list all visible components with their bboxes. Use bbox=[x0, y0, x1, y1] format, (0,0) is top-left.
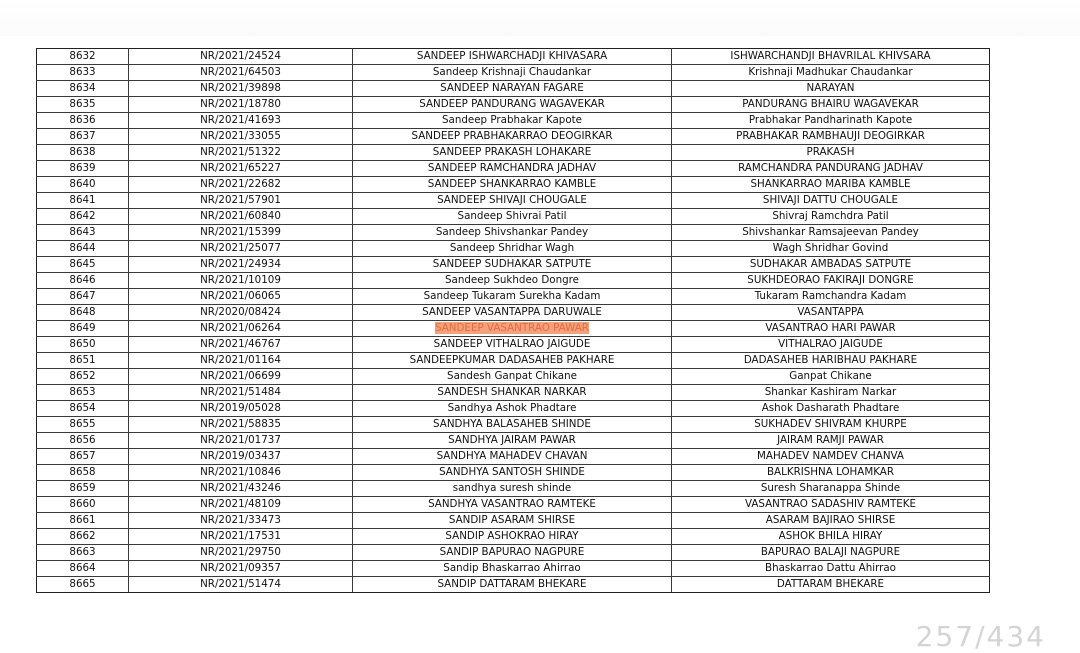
candidate-name-cell: SANDEEP VITHALRAO JAIGUDE bbox=[353, 337, 672, 353]
table-row bbox=[37, 97, 990, 113]
father-name-cell: Krishnaji Madhukar Chaudankar bbox=[672, 65, 990, 81]
registration-number-cell: NR/2021/51474 bbox=[129, 577, 353, 593]
candidate-name-cell: SANDEEP ISHWARCHADJI KHIVASARA bbox=[353, 49, 672, 65]
serial-number-cell: 8640 bbox=[37, 177, 129, 193]
father-name-cell: JAIRAM RAMJI PAWAR bbox=[672, 433, 990, 449]
table-row bbox=[37, 481, 990, 497]
father-name-cell: Shivraj Ramchdra Patil bbox=[672, 209, 990, 225]
table-row bbox=[37, 513, 990, 529]
serial-number-cell: 8653 bbox=[37, 385, 129, 401]
candidate-name-cell: Sandeep Shivshankar Pandey bbox=[353, 225, 672, 241]
registration-number-cell: NR/2021/06264 bbox=[129, 321, 353, 337]
table-row bbox=[37, 321, 990, 337]
registration-number-cell: NR/2021/39898 bbox=[129, 81, 353, 97]
candidate-name-cell: Sandeep Shivrai Patil bbox=[353, 209, 672, 225]
serial-number-cell: 8652 bbox=[37, 369, 129, 385]
father-name-cell: BALKRISHNA LOHAMKAR bbox=[672, 465, 990, 481]
registration-number-cell: NR/2021/46767 bbox=[129, 337, 353, 353]
serial-number-cell: 8637 bbox=[37, 129, 129, 145]
table-row bbox=[37, 497, 990, 513]
serial-number-cell: 8662 bbox=[37, 529, 129, 545]
candidate-name-cell: SANDHYA SANTOSH SHINDE bbox=[353, 465, 672, 481]
table-row bbox=[37, 177, 990, 193]
table-row bbox=[37, 161, 990, 177]
father-name-cell: Tukaram Ramchandra Kadam bbox=[672, 289, 990, 305]
candidate-name-cell: SANDEEP PRABHAKARRAO DEOGIRKAR bbox=[353, 129, 672, 145]
table-row bbox=[37, 113, 990, 129]
candidate-name-cell: SANDEEP PANDURANG WAGAVEKAR bbox=[353, 97, 672, 113]
table-row bbox=[37, 577, 990, 593]
serial-number-cell: 8643 bbox=[37, 225, 129, 241]
serial-number-cell: 8648 bbox=[37, 305, 129, 321]
serial-number-cell: 8656 bbox=[37, 433, 129, 449]
father-name-cell: PRAKASH bbox=[672, 145, 990, 161]
father-name-cell: VASANTRAO SADASHIV RAMTEKE bbox=[672, 497, 990, 513]
table-row bbox=[37, 417, 990, 433]
table-row bbox=[37, 209, 990, 225]
serial-number-cell: 8661 bbox=[37, 513, 129, 529]
registration-number-cell: NR/2021/58835 bbox=[129, 417, 353, 433]
candidate-name-cell: Sandeep Prabhakar Kapote bbox=[353, 113, 672, 129]
registration-number-cell: NR/2021/57901 bbox=[129, 193, 353, 209]
father-name-cell: VITHALRAO JAIGUDE bbox=[672, 337, 990, 353]
father-name-cell: DADASAHEB HARIBHAU PAKHARE bbox=[672, 353, 990, 369]
serial-number-cell: 8658 bbox=[37, 465, 129, 481]
serial-number-cell: 8632 bbox=[37, 49, 129, 65]
table-row bbox=[37, 241, 990, 257]
father-name-cell: VASANTRAO HARI PAWAR bbox=[672, 321, 990, 337]
candidate-name-cell: Sandhya Ashok Phadtare bbox=[353, 401, 672, 417]
father-name-cell: Prabhakar Pandharinath Kapote bbox=[672, 113, 990, 129]
father-name-cell: BAPURAO BALAJI NAGPURE bbox=[672, 545, 990, 561]
serial-number-cell: 8663 bbox=[37, 545, 129, 561]
father-name-cell: Wagh Shridhar Govind bbox=[672, 241, 990, 257]
roll-table bbox=[36, 48, 990, 593]
father-name-cell: RAMCHANDRA PANDURANG JADHAV bbox=[672, 161, 990, 177]
registration-number-cell: NR/2021/01164 bbox=[129, 353, 353, 369]
table-row bbox=[37, 465, 990, 481]
candidate-name-cell: SANDESH SHANKAR NARKAR bbox=[353, 385, 672, 401]
serial-number-cell: 8655 bbox=[37, 417, 129, 433]
serial-number-cell: 8651 bbox=[37, 353, 129, 369]
registration-number-cell: NR/2021/15399 bbox=[129, 225, 353, 241]
candidate-name-cell: SANDIP DATTARAM BHEKARE bbox=[353, 577, 672, 593]
table-row bbox=[37, 401, 990, 417]
highlighted-name: SANDEEP VASANTRAO PAWAR bbox=[435, 322, 589, 334]
registration-number-cell: NR/2021/10109 bbox=[129, 273, 353, 289]
registration-number-cell: NR/2021/41693 bbox=[129, 113, 353, 129]
table-row bbox=[37, 385, 990, 401]
serial-number-cell: 8660 bbox=[37, 497, 129, 513]
table-row bbox=[37, 225, 990, 241]
registration-number-cell: NR/2021/17531 bbox=[129, 529, 353, 545]
registration-number-cell: NR/2019/03437 bbox=[129, 449, 353, 465]
table-row bbox=[37, 433, 990, 449]
registration-number-cell: NR/2021/18780 bbox=[129, 97, 353, 113]
father-name-cell: SUKHDEORAO FAKIRAJI DONGRE bbox=[672, 273, 990, 289]
candidate-name-cell: SANDEEP PRAKASH LOHAKARE bbox=[353, 145, 672, 161]
father-name-cell: NARAYAN bbox=[672, 81, 990, 97]
registration-number-cell: NR/2021/24524 bbox=[129, 49, 353, 65]
table-row bbox=[37, 81, 990, 97]
candidate-name-cell: sandhya suresh shinde bbox=[353, 481, 672, 497]
registration-number-cell: NR/2021/29750 bbox=[129, 545, 353, 561]
father-name-cell: ASARAM BAJIRAO SHIRSE bbox=[672, 513, 990, 529]
father-name-cell: Bhaskarrao Dattu Ahirrao bbox=[672, 561, 990, 577]
page-counter: 257/434 bbox=[915, 620, 1046, 653]
candidate-name-cell: SANDEEP SHIVAJI CHOUGALE bbox=[353, 193, 672, 209]
table-row bbox=[37, 449, 990, 465]
candidate-name-cell: Sandeep Krishnaji Chaudankar bbox=[353, 65, 672, 81]
father-name-cell: ISHWARCHANDJI BHAVRILAL KHIVSARA bbox=[672, 49, 990, 65]
page-top-margin bbox=[0, 0, 1080, 36]
serial-number-cell: 8634 bbox=[37, 81, 129, 97]
registration-number-cell: NR/2021/06065 bbox=[129, 289, 353, 305]
serial-number-cell: 8665 bbox=[37, 577, 129, 593]
candidate-name-cell: SANDHYA VASANTRAO RAMTEKE bbox=[353, 497, 672, 513]
registration-number-cell: NR/2021/48109 bbox=[129, 497, 353, 513]
candidate-name-cell: SANDHYA MAHADEV CHAVAN bbox=[353, 449, 672, 465]
registration-number-cell: NR/2021/51484 bbox=[129, 385, 353, 401]
serial-number-cell: 8645 bbox=[37, 257, 129, 273]
registration-number-cell: NR/2019/05028 bbox=[129, 401, 353, 417]
serial-number-cell: 8641 bbox=[37, 193, 129, 209]
roll-table-body bbox=[37, 49, 990, 593]
candidate-name-cell bbox=[353, 321, 672, 337]
serial-number-cell: 8657 bbox=[37, 449, 129, 465]
serial-number-cell: 8639 bbox=[37, 161, 129, 177]
father-name-cell: Shankar Kashiram Narkar bbox=[672, 385, 990, 401]
father-name-cell: Ganpat Chikane bbox=[672, 369, 990, 385]
registration-number-cell: NR/2021/06699 bbox=[129, 369, 353, 385]
candidate-name-cell: Sandip Bhaskarrao Ahirrao bbox=[353, 561, 672, 577]
table-row bbox=[37, 257, 990, 273]
candidate-name-cell: Sandeep Tukaram Surekha Kadam bbox=[353, 289, 672, 305]
registration-number-cell: NR/2021/33473 bbox=[129, 513, 353, 529]
father-name-cell: Ashok Dasharath Phadtare bbox=[672, 401, 990, 417]
table-row bbox=[37, 65, 990, 81]
father-name-cell: PRABHAKAR RAMBHAUJI DEOGIRKAR bbox=[672, 129, 990, 145]
father-name-cell: SHIVAJI DATTU CHOUGALE bbox=[672, 193, 990, 209]
table-row bbox=[37, 561, 990, 577]
registration-number-cell: NR/2020/08424 bbox=[129, 305, 353, 321]
father-name-cell: SUDHAKAR AMBADAS SATPUTE bbox=[672, 257, 990, 273]
candidate-name-cell: SANDHYA JAIRAM PAWAR bbox=[353, 433, 672, 449]
serial-number-cell: 8635 bbox=[37, 97, 129, 113]
registration-number-cell: NR/2021/22682 bbox=[129, 177, 353, 193]
registration-number-cell: NR/2021/10846 bbox=[129, 465, 353, 481]
candidate-name-cell: SANDEEP RAMCHANDRA JADHAV bbox=[353, 161, 672, 177]
registration-number-cell: NR/2021/09357 bbox=[129, 561, 353, 577]
registration-number-cell: NR/2021/24934 bbox=[129, 257, 353, 273]
serial-number-cell: 8642 bbox=[37, 209, 129, 225]
registration-number-cell: NR/2021/25077 bbox=[129, 241, 353, 257]
table-row bbox=[37, 145, 990, 161]
serial-number-cell: 8654 bbox=[37, 401, 129, 417]
candidate-name-cell: SANDIP ASHOKRAO HIRAY bbox=[353, 529, 672, 545]
father-name-cell: Suresh Sharanappa Shinde bbox=[672, 481, 990, 497]
candidate-name-cell: Sandesh Ganpat Chikane bbox=[353, 369, 672, 385]
candidate-name-cell: SANDIP BAPURAO NAGPURE bbox=[353, 545, 672, 561]
table-row bbox=[37, 289, 990, 305]
serial-number-cell: 8647 bbox=[37, 289, 129, 305]
serial-number-cell: 8659 bbox=[37, 481, 129, 497]
table-row bbox=[37, 337, 990, 353]
serial-number-cell: 8664 bbox=[37, 561, 129, 577]
table-row bbox=[37, 545, 990, 561]
father-name-cell: DATTARAM BHEKARE bbox=[672, 577, 990, 593]
table-row bbox=[37, 49, 990, 65]
father-name-cell: SUKHADEV SHIVRAM KHURPE bbox=[672, 417, 990, 433]
serial-number-cell: 8649 bbox=[37, 321, 129, 337]
registration-number-cell: NR/2021/33055 bbox=[129, 129, 353, 145]
father-name-cell: ASHOK BHILA HIRAY bbox=[672, 529, 990, 545]
father-name-cell: SHANKARRAO MARIBA KAMBLE bbox=[672, 177, 990, 193]
candidate-name-cell: SANDEEP SHANKARRAO KAMBLE bbox=[353, 177, 672, 193]
table-row bbox=[37, 369, 990, 385]
registration-number-cell: NR/2021/43246 bbox=[129, 481, 353, 497]
registration-number-cell: NR/2021/01737 bbox=[129, 433, 353, 449]
candidate-name-cell: SANDIP ASARAM SHIRSE bbox=[353, 513, 672, 529]
registration-number-cell: NR/2021/51322 bbox=[129, 145, 353, 161]
serial-number-cell: 8650 bbox=[37, 337, 129, 353]
father-name-cell: Shivshankar Ramsajeevan Pandey bbox=[672, 225, 990, 241]
father-name-cell: PANDURANG BHAIRU WAGAVEKAR bbox=[672, 97, 990, 113]
registration-number-cell: NR/2021/60840 bbox=[129, 209, 353, 225]
serial-number-cell: 8644 bbox=[37, 241, 129, 257]
table-row bbox=[37, 353, 990, 369]
table-row bbox=[37, 273, 990, 289]
candidate-name-cell: SANDEEP VASANTAPPA DARUWALE bbox=[353, 305, 672, 321]
table-row bbox=[37, 529, 990, 545]
table-row bbox=[37, 129, 990, 145]
father-name-cell: MAHADEV NAMDEV CHANVA bbox=[672, 449, 990, 465]
registration-number-cell: NR/2021/65227 bbox=[129, 161, 353, 177]
candidate-name-cell: SANDEEP NARAYAN FAGARE bbox=[353, 81, 672, 97]
table-row bbox=[37, 193, 990, 209]
father-name-cell: VASANTAPPA bbox=[672, 305, 990, 321]
serial-number-cell: 8636 bbox=[37, 113, 129, 129]
candidate-name-cell: Sandeep Sukhdeo Dongre bbox=[353, 273, 672, 289]
registration-number-cell: NR/2021/64503 bbox=[129, 65, 353, 81]
candidate-name-cell: Sandeep Shridhar Wagh bbox=[353, 241, 672, 257]
candidate-name-cell: SANDEEPKUMAR DADASAHEB PAKHARE bbox=[353, 353, 672, 369]
serial-number-cell: 8638 bbox=[37, 145, 129, 161]
serial-number-cell: 8646 bbox=[37, 273, 129, 289]
table-row bbox=[37, 305, 990, 321]
candidate-name-cell: SANDHYA BALASAHEB SHINDE bbox=[353, 417, 672, 433]
candidate-name-cell: SANDEEP SUDHAKAR SATPUTE bbox=[353, 257, 672, 273]
serial-number-cell: 8633 bbox=[37, 65, 129, 81]
